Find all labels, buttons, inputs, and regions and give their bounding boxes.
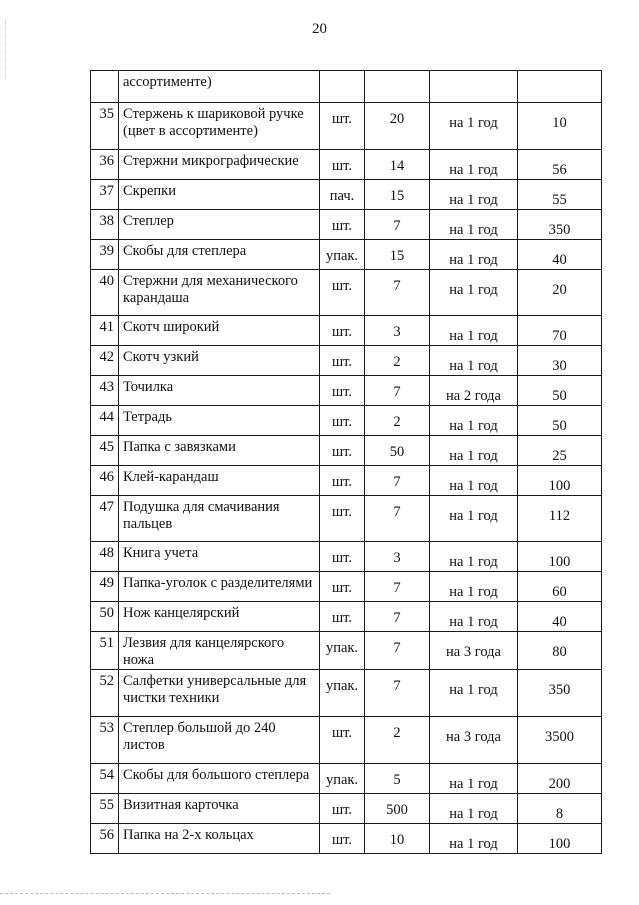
- row-number: 56: [91, 824, 119, 854]
- item-quantity: [365, 71, 430, 103]
- table-row: [91, 824, 602, 854]
- row-number: 43: [91, 376, 119, 406]
- item-unit: шт.: [320, 572, 365, 602]
- item-unit: шт.: [320, 316, 365, 346]
- row-number: 47: [91, 496, 119, 542]
- item-price: 350: [518, 210, 602, 240]
- row-number: 54: [91, 764, 119, 794]
- row-number: 46: [91, 466, 119, 496]
- item-unit: упак.: [320, 764, 365, 794]
- table-row: [91, 717, 602, 764]
- item-quantity: 7: [365, 376, 430, 406]
- item-quantity: 5: [365, 764, 430, 794]
- item-term: на 1 год: [430, 210, 518, 240]
- table-row: [91, 670, 602, 717]
- item-quantity: 7: [365, 496, 430, 542]
- item-name: Книга учета: [119, 542, 320, 572]
- item-quantity: 20: [365, 103, 430, 150]
- supply-norms-table: [90, 70, 602, 854]
- item-unit: шт.: [320, 717, 365, 764]
- row-number: [91, 71, 119, 103]
- item-price: 8: [518, 794, 602, 824]
- item-term: на 1 год: [430, 602, 518, 632]
- table-row: [91, 150, 602, 180]
- item-quantity: 7: [365, 270, 430, 316]
- item-name: Точилка: [119, 376, 320, 406]
- table-row: [91, 316, 602, 346]
- row-number: 39: [91, 240, 119, 270]
- item-price: 100: [518, 824, 602, 854]
- item-quantity: 10: [365, 824, 430, 854]
- item-quantity: 14: [365, 150, 430, 180]
- item-term: на 1 год: [430, 316, 518, 346]
- row-number: 49: [91, 572, 119, 602]
- table-row: [91, 542, 602, 572]
- item-name: Папка на 2-х кольцах: [119, 824, 320, 854]
- table-row: [91, 406, 602, 436]
- table-row: [91, 466, 602, 496]
- row-number: 55: [91, 794, 119, 824]
- item-price: 350: [518, 670, 602, 717]
- table-row: [91, 602, 602, 632]
- row-number: 51: [91, 632, 119, 670]
- table-row: [91, 436, 602, 466]
- item-unit: шт.: [320, 542, 365, 572]
- table-body: [91, 71, 602, 854]
- table-row: [91, 71, 602, 103]
- item-quantity: 15: [365, 240, 430, 270]
- item-name: Стержень к шариковой ручке (цвет в ассортименте): [119, 103, 320, 150]
- row-number: 35: [91, 103, 119, 150]
- item-name: Нож канцелярский: [119, 602, 320, 632]
- item-unit: шт.: [320, 436, 365, 466]
- item-price: 55: [518, 180, 602, 210]
- table-row: [91, 270, 602, 316]
- item-unit: шт.: [320, 824, 365, 854]
- item-name: Степлер: [119, 210, 320, 240]
- item-term: на 1 год: [430, 103, 518, 150]
- item-name: Лезвия для канцелярского ножа: [119, 632, 320, 670]
- table-row: [91, 346, 602, 376]
- item-quantity: 3: [365, 316, 430, 346]
- item-unit: шт.: [320, 150, 365, 180]
- item-term: на 2 года: [430, 376, 518, 406]
- item-term: на 1 год: [430, 824, 518, 854]
- item-name: Визитная карточка: [119, 794, 320, 824]
- item-term: на 1 год: [430, 466, 518, 496]
- item-term: на 1 год: [430, 496, 518, 542]
- item-term: на 1 год: [430, 794, 518, 824]
- row-number: 36: [91, 150, 119, 180]
- item-unit: шт.: [320, 496, 365, 542]
- item-price: 200: [518, 764, 602, 794]
- item-name: Скобы для степлера: [119, 240, 320, 270]
- item-quantity: 500: [365, 794, 430, 824]
- item-price: 20: [518, 270, 602, 316]
- table-row: [91, 376, 602, 406]
- item-term: [430, 71, 518, 103]
- table-row: [91, 496, 602, 542]
- item-name: Подушка для смачивания пальцев: [119, 496, 320, 542]
- item-quantity: 7: [365, 670, 430, 717]
- item-term: на 1 год: [430, 240, 518, 270]
- row-number: 50: [91, 602, 119, 632]
- row-number: 53: [91, 717, 119, 764]
- item-quantity: 50: [365, 436, 430, 466]
- row-number: 38: [91, 210, 119, 240]
- item-price: 60: [518, 572, 602, 602]
- item-quantity: 3: [365, 542, 430, 572]
- item-name: Салфетки универсальные для чистки техники: [119, 670, 320, 717]
- item-price: 40: [518, 240, 602, 270]
- item-price: 40: [518, 602, 602, 632]
- table-row: [91, 572, 602, 602]
- item-price: 50: [518, 376, 602, 406]
- item-price: 70: [518, 316, 602, 346]
- table-row: [91, 180, 602, 210]
- item-quantity: 7: [365, 632, 430, 670]
- item-price: 25: [518, 436, 602, 466]
- item-term: на 1 год: [430, 572, 518, 602]
- item-quantity: 7: [365, 602, 430, 632]
- row-number: 44: [91, 406, 119, 436]
- table-row: [91, 764, 602, 794]
- item-term: на 1 год: [430, 436, 518, 466]
- item-name: Тетрадь: [119, 406, 320, 436]
- item-name: Скобы для большого степлера: [119, 764, 320, 794]
- item-name: Скотч широкий: [119, 316, 320, 346]
- item-quantity: 7: [365, 572, 430, 602]
- item-name: Степлер большой до 240 листов: [119, 717, 320, 764]
- table-row: [91, 794, 602, 824]
- item-unit: шт.: [320, 466, 365, 496]
- item-name: Клей-карандаш: [119, 466, 320, 496]
- item-price: 30: [518, 346, 602, 376]
- item-price: 80: [518, 632, 602, 670]
- row-number: 37: [91, 180, 119, 210]
- item-unit: шт.: [320, 406, 365, 436]
- table-row: [91, 240, 602, 270]
- item-name: Стержни микрографические: [119, 150, 320, 180]
- row-number: 52: [91, 670, 119, 717]
- item-unit: шт.: [320, 210, 365, 240]
- item-name: Папка с завязками: [119, 436, 320, 466]
- table-row: [91, 103, 602, 150]
- item-unit: упак.: [320, 670, 365, 717]
- item-price: 100: [518, 542, 602, 572]
- item-term: на 1 год: [430, 346, 518, 376]
- item-term: на 1 год: [430, 542, 518, 572]
- item-name: Стержни для механического карандаша: [119, 270, 320, 316]
- item-term: на 1 год: [430, 150, 518, 180]
- item-name: Папка-уголок с разделителями: [119, 572, 320, 602]
- item-unit: упак.: [320, 632, 365, 670]
- item-unit: шт.: [320, 794, 365, 824]
- table-row: [91, 632, 602, 670]
- item-term: на 3 года: [430, 717, 518, 764]
- item-quantity: 7: [365, 210, 430, 240]
- row-number: 40: [91, 270, 119, 316]
- item-quantity: 7: [365, 466, 430, 496]
- item-price: [518, 71, 602, 103]
- item-unit: шт.: [320, 346, 365, 376]
- item-term: на 1 год: [430, 406, 518, 436]
- row-number: 42: [91, 346, 119, 376]
- item-term: на 1 год: [430, 270, 518, 316]
- item-unit: шт.: [320, 602, 365, 632]
- item-unit: [320, 71, 365, 103]
- item-name: Скотч узкий: [119, 346, 320, 376]
- item-price: 112: [518, 496, 602, 542]
- item-unit: шт.: [320, 103, 365, 150]
- item-quantity: 2: [365, 717, 430, 764]
- item-price: 100: [518, 466, 602, 496]
- item-quantity: 2: [365, 406, 430, 436]
- item-unit: шт.: [320, 376, 365, 406]
- item-price: 50: [518, 406, 602, 436]
- item-name: Скрепки: [119, 180, 320, 210]
- table-row: [91, 210, 602, 240]
- item-name: ассортименте): [119, 71, 320, 103]
- row-number: 45: [91, 436, 119, 466]
- item-price: 56: [518, 150, 602, 180]
- bottom-scan-rule: [0, 893, 330, 894]
- row-number: 41: [91, 316, 119, 346]
- item-quantity: 15: [365, 180, 430, 210]
- item-price: 3500: [518, 717, 602, 764]
- item-term: на 1 год: [430, 764, 518, 794]
- item-term: на 1 год: [430, 180, 518, 210]
- page-number: 20: [312, 21, 327, 37]
- item-unit: упак.: [320, 240, 365, 270]
- item-term: на 1 год: [430, 670, 518, 717]
- item-price: 10: [518, 103, 602, 150]
- item-quantity: 2: [365, 346, 430, 376]
- row-number: 48: [91, 542, 119, 572]
- item-term: на 3 года: [430, 632, 518, 670]
- item-unit: шт.: [320, 270, 365, 316]
- item-unit: пач.: [320, 180, 365, 210]
